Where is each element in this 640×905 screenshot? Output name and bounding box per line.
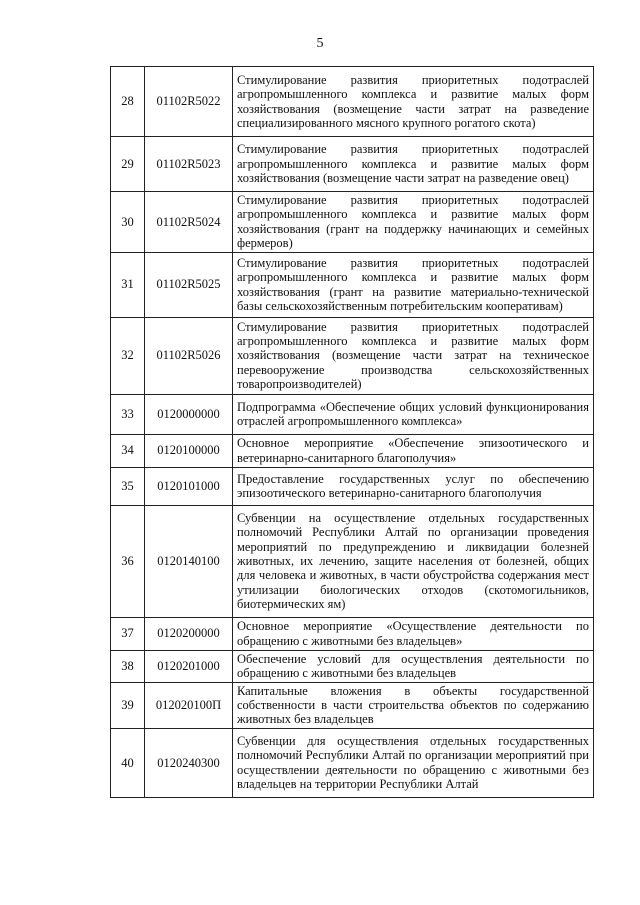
budget-codes-table — [110, 66, 594, 798]
row-number: 40 — [111, 728, 145, 797]
row-code: 0120140100 — [145, 505, 233, 617]
row-number: 28 — [111, 67, 145, 137]
table-row — [111, 434, 594, 467]
row-description: Субвенции для осуществления отдельных государственных полномочий Республики Алтай по организации мероприятий при осуществлении деятельности по обращению с животными без владельцев на территории Республики Алтай — [233, 728, 594, 797]
page-number: 5 — [316, 36, 324, 51]
row-description: Стимулирование развития приоритетных подотраслей агропромышленного комплекса и развитие малых форм хозяйствования (грант на поддержку начинающих и семейных фермеров) — [233, 192, 594, 253]
table-row — [111, 682, 594, 728]
row-description: Обеспечение условий для осуществления деятельности по обращению с животными без владельцев — [233, 650, 594, 682]
row-description: Стимулирование развития приоритетных подотраслей агропромышленного комплекса и развитие малых форм хозяйствования (возмещение части затрат на техническое перевооружение производства сельскохозяйственных товаропроизводителей) — [233, 317, 594, 394]
row-number: 33 — [111, 394, 145, 434]
row-code: 0120201000 — [145, 650, 233, 682]
row-description: Капитальные вложения в объекты государственной собственности в части строительства объектов по содержанию животных без владельцев — [233, 682, 594, 728]
row-code: 01102R5024 — [145, 192, 233, 253]
row-code: 0120000000 — [145, 394, 233, 434]
table-row — [111, 505, 594, 617]
table-row — [111, 728, 594, 797]
table-row — [111, 192, 594, 253]
table-row — [111, 317, 594, 394]
row-number: 37 — [111, 617, 145, 650]
row-code: 01102R5023 — [145, 137, 233, 192]
row-number: 39 — [111, 682, 145, 728]
row-code: 01102R5022 — [145, 67, 233, 137]
row-description: Субвенции на осуществление отдельных государственных полномочий Республики Алтай по организации проведения мероприятий по предупреждению и ликвидации болезней животных, их лечению, защите населения от болезней, общих для человека и животных, в части обустройства содержания мест утилизации биологических отходов (скотомогильников, биотермических ям) — [233, 505, 594, 617]
table-row — [111, 67, 594, 137]
row-number: 29 — [111, 137, 145, 192]
row-description: Стимулирование развития приоритетных подотраслей агропромышленного комплекса и развитие малых форм хозяйствования (возмещение части затрат на разведение овец) — [233, 137, 594, 192]
row-code: 0120240300 — [145, 728, 233, 797]
row-description: Основное мероприятие «Осуществление деятельности по обращению с животными без владельцев» — [233, 617, 594, 650]
row-description: Основное мероприятие «Обеспечение эпизоотического и ветеринарно-санитарного благополучия» — [233, 434, 594, 467]
table-row — [111, 467, 594, 505]
row-number: 34 — [111, 434, 145, 467]
table-row — [111, 650, 594, 682]
row-description: Стимулирование развития приоритетных подотраслей агропромышленного комплекса и развитие малых форм хозяйствования (грант на развитие материально-технической базы сельскохозяйственным потребительским кооперативам) — [233, 252, 594, 317]
table-row — [111, 137, 594, 192]
row-number: 36 — [111, 505, 145, 617]
row-number: 31 — [111, 252, 145, 317]
row-description: Подпрограмма «Обеспечение общих условий функционирования отраслей агропромышленного комплекса» — [233, 394, 594, 434]
table-row — [111, 394, 594, 434]
row-code: 0120100000 — [145, 434, 233, 467]
row-number: 35 — [111, 467, 145, 505]
row-code: 0120101000 — [145, 467, 233, 505]
row-number: 32 — [111, 317, 145, 394]
table-row — [111, 252, 594, 317]
row-code: 0120200000 — [145, 617, 233, 650]
row-code: 01102R5025 — [145, 252, 233, 317]
table-row — [111, 617, 594, 650]
row-number: 30 — [111, 192, 145, 253]
row-description: Стимулирование развития приоритетных подотраслей агропромышленного комплекса и развитие малых форм хозяйствования (возмещение части затрат на разведение специализированного мясного крупного рогатого скота) — [233, 67, 594, 137]
row-code: 012020100П — [145, 682, 233, 728]
row-description: Предоставление государственных услуг по обеспечению эпизоотического ветеринарно-санитарного благополучия — [233, 467, 594, 505]
row-number: 38 — [111, 650, 145, 682]
row-code: 01102R5026 — [145, 317, 233, 394]
